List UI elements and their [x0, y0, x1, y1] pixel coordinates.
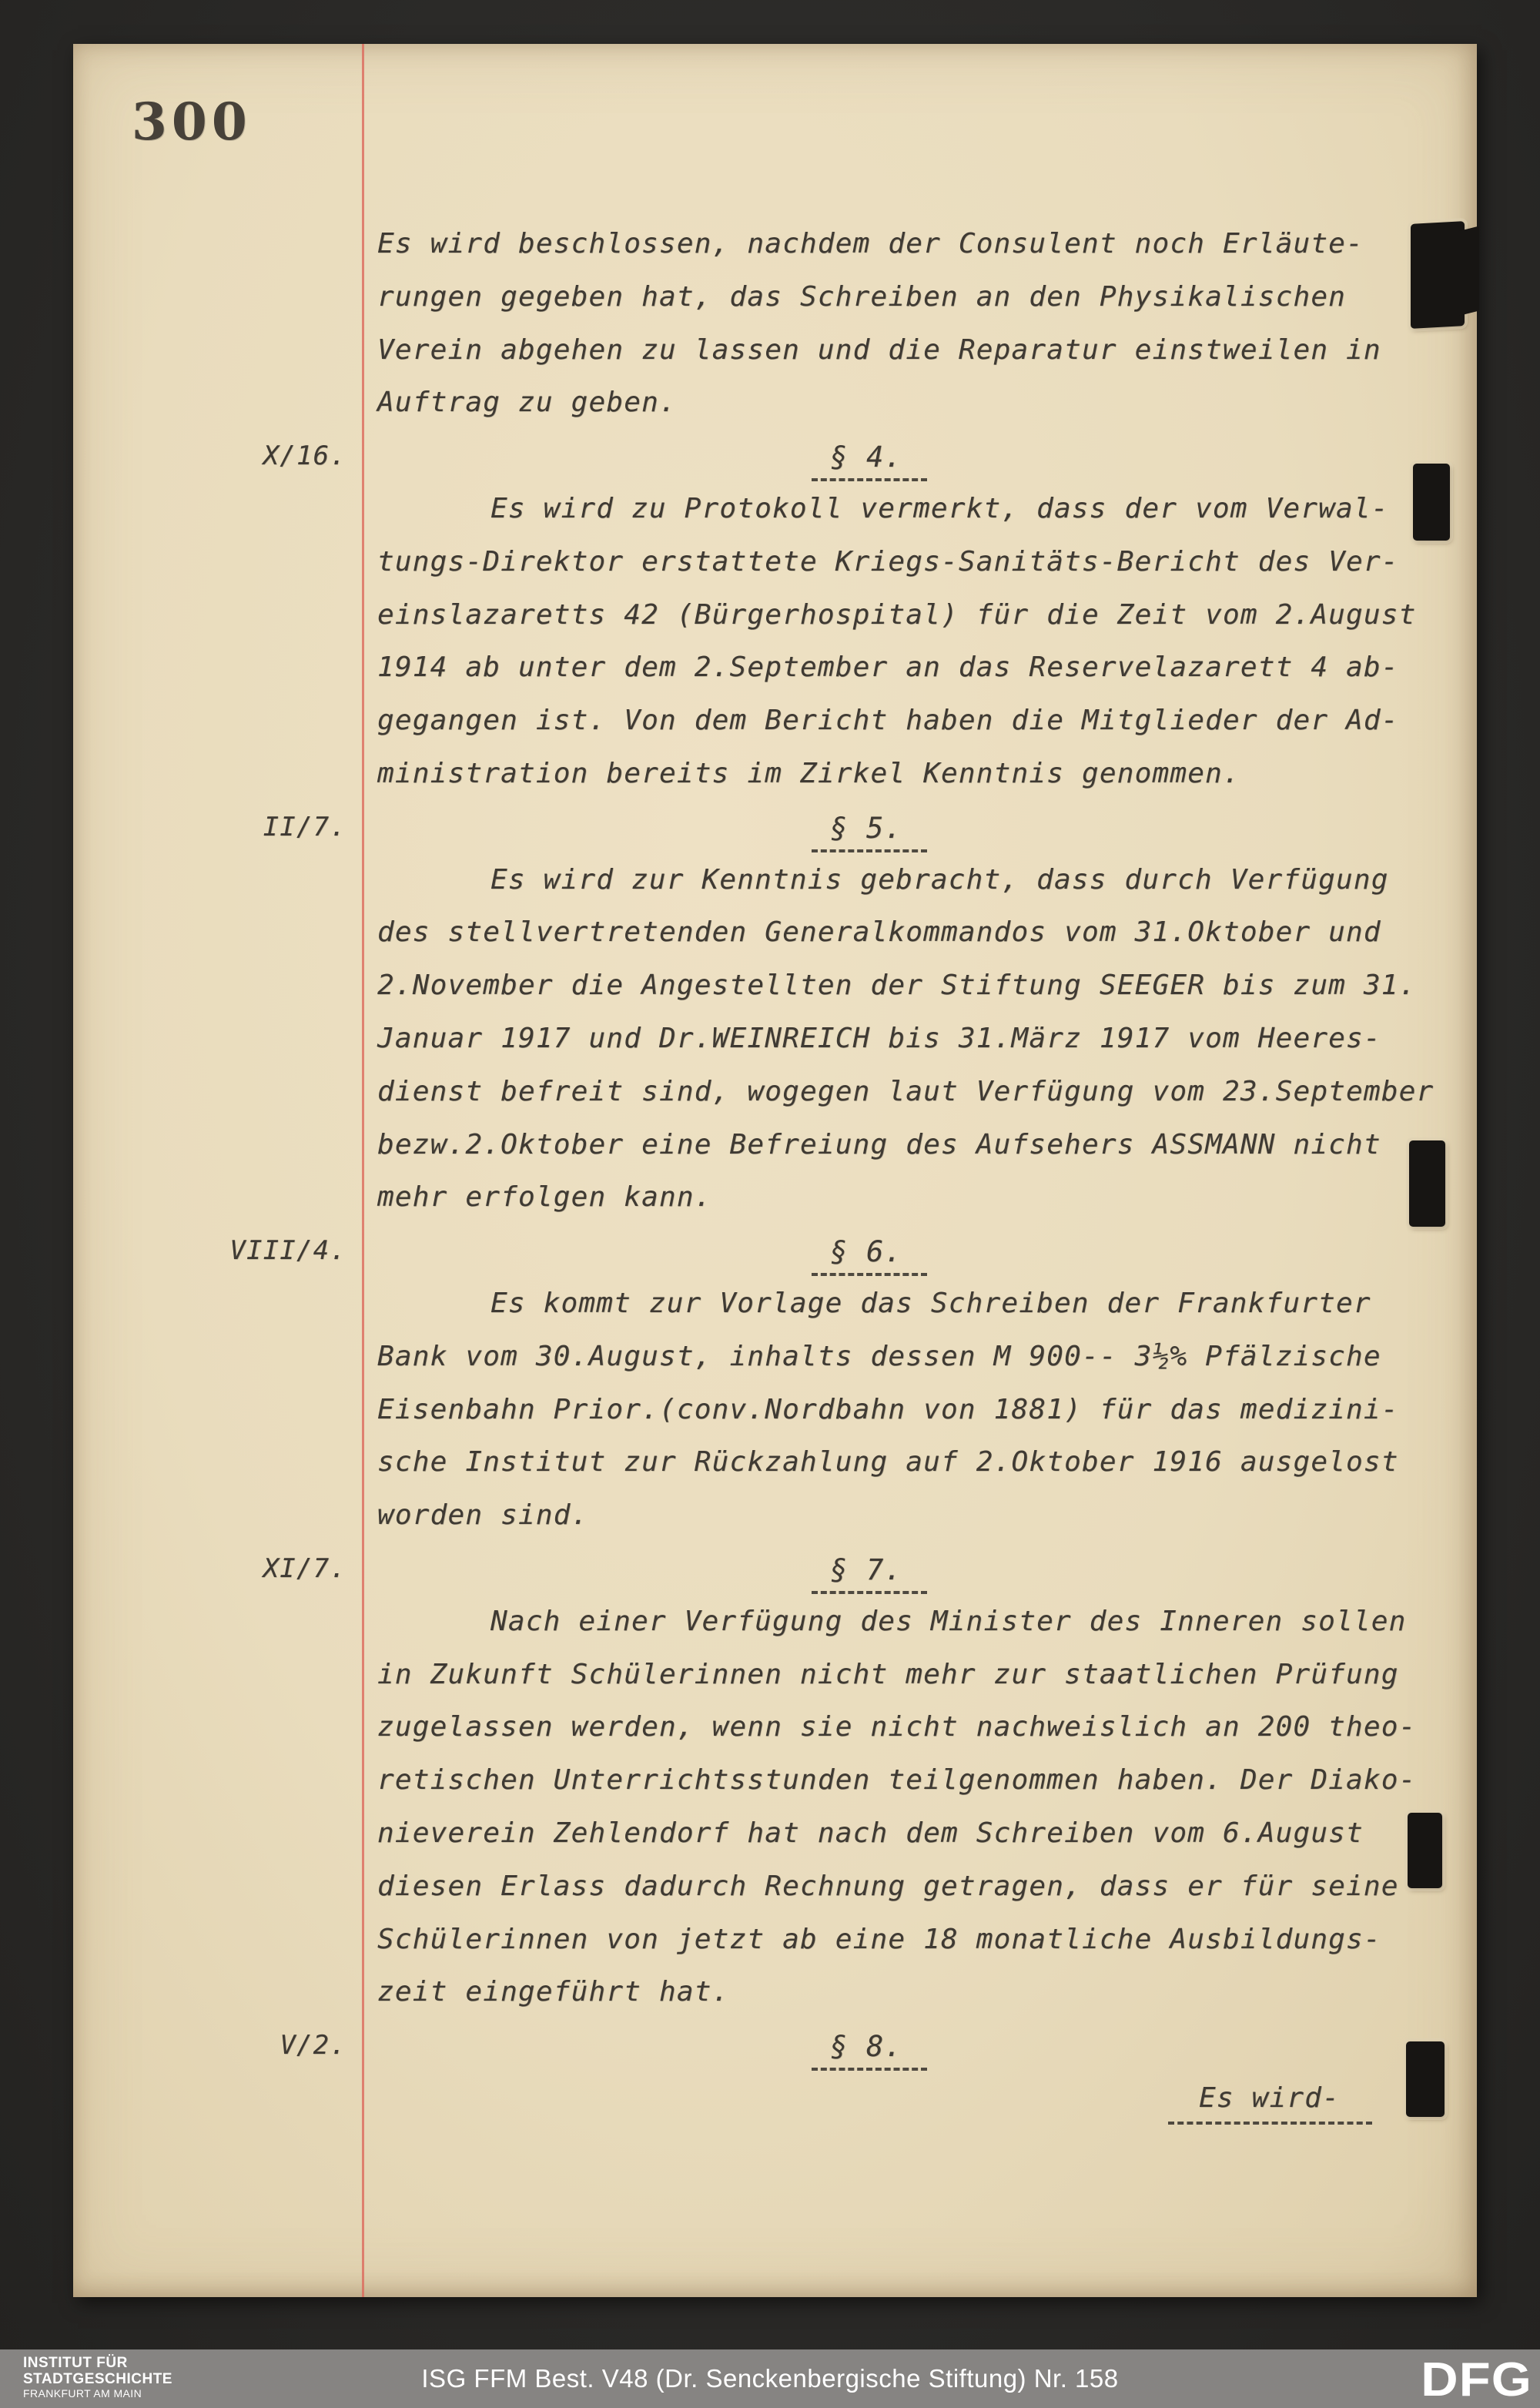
- document-line: dienst befreit sind, wogegen laut Verfügung vom 23.September: [377, 1075, 1435, 1107]
- document-line: des stellvertretenden Generalkommandos vom 31.Oktober und: [377, 916, 1381, 949]
- paper-sheet: [73, 44, 1477, 2297]
- catchword-row: [377, 2072, 1455, 2125]
- section-heading-row: [263, 430, 1455, 483]
- section-heading-row: [229, 1224, 1455, 1278]
- section-heading: § 5.: [805, 814, 927, 852]
- document-line: Nach einer Verfügung des Minister des Inneren sollen: [490, 1605, 1407, 1637]
- document-line: tungs-Direktor erstattete Kriegs-Sanitäts-Bericht des Ver-: [377, 545, 1399, 578]
- catchword-underline: [1168, 2122, 1372, 2125]
- document-line: worden sind.: [377, 1499, 589, 1532]
- document-line: gegangen ist. Von dem Bericht haben die Mitglieder der Ad-: [377, 705, 1399, 737]
- margin-label: X/16.: [263, 440, 346, 472]
- heading-underline: [812, 849, 927, 852]
- document-line: rungen gegeben hat, das Schreiben an den Physikalischen: [377, 280, 1347, 313]
- institute-logo-text: INSTITUT FÜR STADTGESCHICHTE FRANKFURT AM MAIN: [23, 2355, 172, 2400]
- document-line: zugelassen werden, wenn sie nicht nachweislich an 200 theo-: [377, 1711, 1417, 1743]
- margin-label: XI/7.: [263, 1552, 346, 1584]
- page-number-stamp: 300: [132, 92, 252, 152]
- section-heading: § 6.: [805, 1237, 927, 1276]
- margin-label: V/2.: [280, 2030, 346, 2061]
- document-line: Eisenbahn Prior.(conv.Nordbahn von 1881) für das medizini-: [377, 1393, 1399, 1425]
- section-heading: § 4.: [805, 443, 927, 481]
- document-line: Verein abgehen zu lassen und die Reparatur einstweilen in: [377, 333, 1381, 366]
- section-heading-row: [263, 1542, 1455, 1596]
- margin-label: VIII/4.: [229, 1235, 346, 1267]
- document-line: nieverein Zehlendorf hat nach dem Schreiben vom 6.August: [377, 1817, 1364, 1849]
- document-line: retischen Unterrichtsstunden teilgenommen haben. Der Diako-: [377, 1764, 1417, 1797]
- archive-reference: ISG FFM Best. V48 (Dr. Senckenbergische Stiftung) Nr. 158: [421, 2364, 1119, 2393]
- heading-underline: [812, 478, 927, 481]
- document-line: Es kommt zur Vorlage das Schreiben der Frankfurter: [490, 1287, 1371, 1319]
- section-heading-row: [263, 801, 1455, 854]
- document-line: Bank vom 30.August, inhalts dessen M 900-- 3½% Pfälzische: [377, 1340, 1381, 1372]
- document-line: zeit eingeführt hat.: [377, 1976, 730, 2008]
- document-line: 1914 ab unter dem 2.September an das Reservelazarett 4 ab-: [377, 651, 1399, 684]
- heading-underline: [812, 1273, 927, 1276]
- document-line: diesen Erlass dadurch Rechnung getragen, dass er für seine: [377, 1870, 1399, 1902]
- footer-bar: [0, 2349, 1540, 2408]
- section-heading: § 8.: [805, 2032, 927, 2071]
- document-line: in Zukunft Schülerinnen nicht mehr zur staatlichen Prüfung: [377, 1658, 1399, 1690]
- margin-label: II/7.: [263, 811, 346, 842]
- heading-underline: [812, 1591, 927, 1594]
- document-line: Es wird zur Kenntnis gebracht, dass durch Verfügung: [490, 863, 1389, 896]
- document-line: mehr erfolgen kann.: [377, 1181, 712, 1214]
- document-line: einslazaretts 42 (Bürgerhospital) für die Zeit vom 2.August: [377, 598, 1417, 631]
- catchword: Es wird-: [1168, 2085, 1340, 2125]
- red-margin-line: [362, 44, 364, 2297]
- document-line: sche Institut zur Rückzahlung auf 2.Oktober 1916 ausgelost: [377, 1446, 1399, 1479]
- document-line: Es wird zu Protokoll vermerkt, dass der vom Verwal-: [490, 492, 1389, 524]
- section-heading-row: [280, 2019, 1455, 2072]
- document-line: bezw.2.Oktober eine Befreiung des Aufsehers ASSMANN nicht: [377, 1128, 1381, 1160]
- dfg-logo: DFG: [1421, 2353, 1532, 2406]
- document-line: Januar 1917 und Dr.WEINREICH bis 31.März 1917 vom Heeres-: [377, 1022, 1381, 1054]
- document-line: 2.November die Angestellten der Stiftung SEEGER bis zum 31.: [377, 970, 1417, 1002]
- document-line: ministration bereits im Zirkel Kenntnis genommen.: [377, 757, 1240, 789]
- section-heading: § 7.: [805, 1556, 927, 1594]
- document-line: Auftrag zu geben.: [377, 387, 677, 419]
- typewritten-text-column: [229, 218, 1455, 2125]
- document-line: Es wird beschlossen, nachdem der Consulent noch Erläute-: [377, 228, 1364, 260]
- heading-underline: [812, 2068, 927, 2071]
- document-line: Schülerinnen von jetzt ab eine 18 monatliche Ausbildungs-: [377, 1923, 1381, 1955]
